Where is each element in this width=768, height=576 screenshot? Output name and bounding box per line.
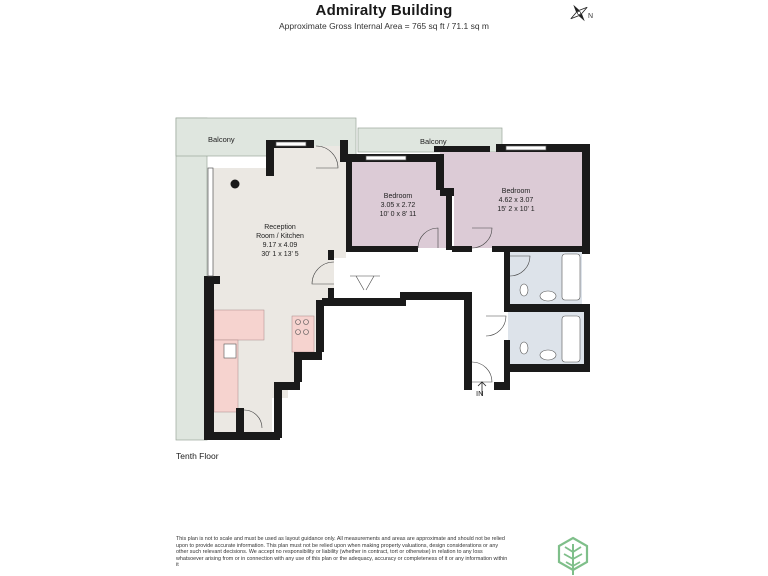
reception-name-line2: Room / Kitchen — [256, 233, 304, 240]
kitchen-sink — [224, 344, 236, 358]
plan-area-subtitle: Approximate Gross Internal Area = 765 sq ft / 71.1 sq m — [278, 21, 489, 31]
reception-imperial: 30' 1 x 13' 5 — [261, 251, 299, 258]
reception-name-line1: Reception — [264, 224, 296, 231]
disclaimer-text: This plan is not to scale and must be used as layout guidance only. All measurements and areas are approximate and should not be relied upon to provide accurate information. This plan must not be relied upon when making property valuations, design considerations or any other such relevant decisions. We accept no responsibility or liability (whether in contract, tort or otherwise) in relation to any loss whatsoever arising from or in connection with any use of this plan or the adequacy, accuracy or completeness of it or any information within it — [176, 536, 508, 569]
bedroom-1-metric: 3.05 x 2.72 — [380, 202, 416, 209]
plan-title: Admiralty Building — [315, 2, 453, 19]
toilet — [520, 284, 528, 296]
floor-label: Tenth Floor — [176, 451, 219, 461]
wash-basin — [540, 291, 556, 301]
entrance-label: IN — [476, 389, 484, 398]
structural-column — [231, 180, 240, 189]
wash-basin — [540, 350, 556, 360]
balcony-left-area — [176, 118, 207, 440]
hallway-area — [334, 258, 508, 382]
bathtub — [562, 254, 580, 300]
bedroom-1-imperial: 10' 0 x 8' 11 — [379, 211, 417, 218]
balcony-left-label: Balcony — [208, 135, 235, 144]
kitchen-counter — [214, 310, 264, 340]
reception-metric: 9.17 x 4.09 — [262, 242, 298, 249]
compass-north-label: N — [588, 13, 594, 20]
bedroom-2-metric: 4.62 x 3.07 — [498, 197, 534, 204]
bedroom-2-imperial: 15' 2 x 10' 1 — [497, 206, 535, 213]
tree-logo-icon — [556, 536, 590, 576]
bedroom-1-name: Bedroom — [383, 193, 413, 200]
balcony-top-label: Balcony — [420, 137, 447, 146]
bathtub — [562, 316, 580, 362]
toilet — [520, 342, 528, 354]
bedroom-2-name: Bedroom — [501, 188, 531, 195]
